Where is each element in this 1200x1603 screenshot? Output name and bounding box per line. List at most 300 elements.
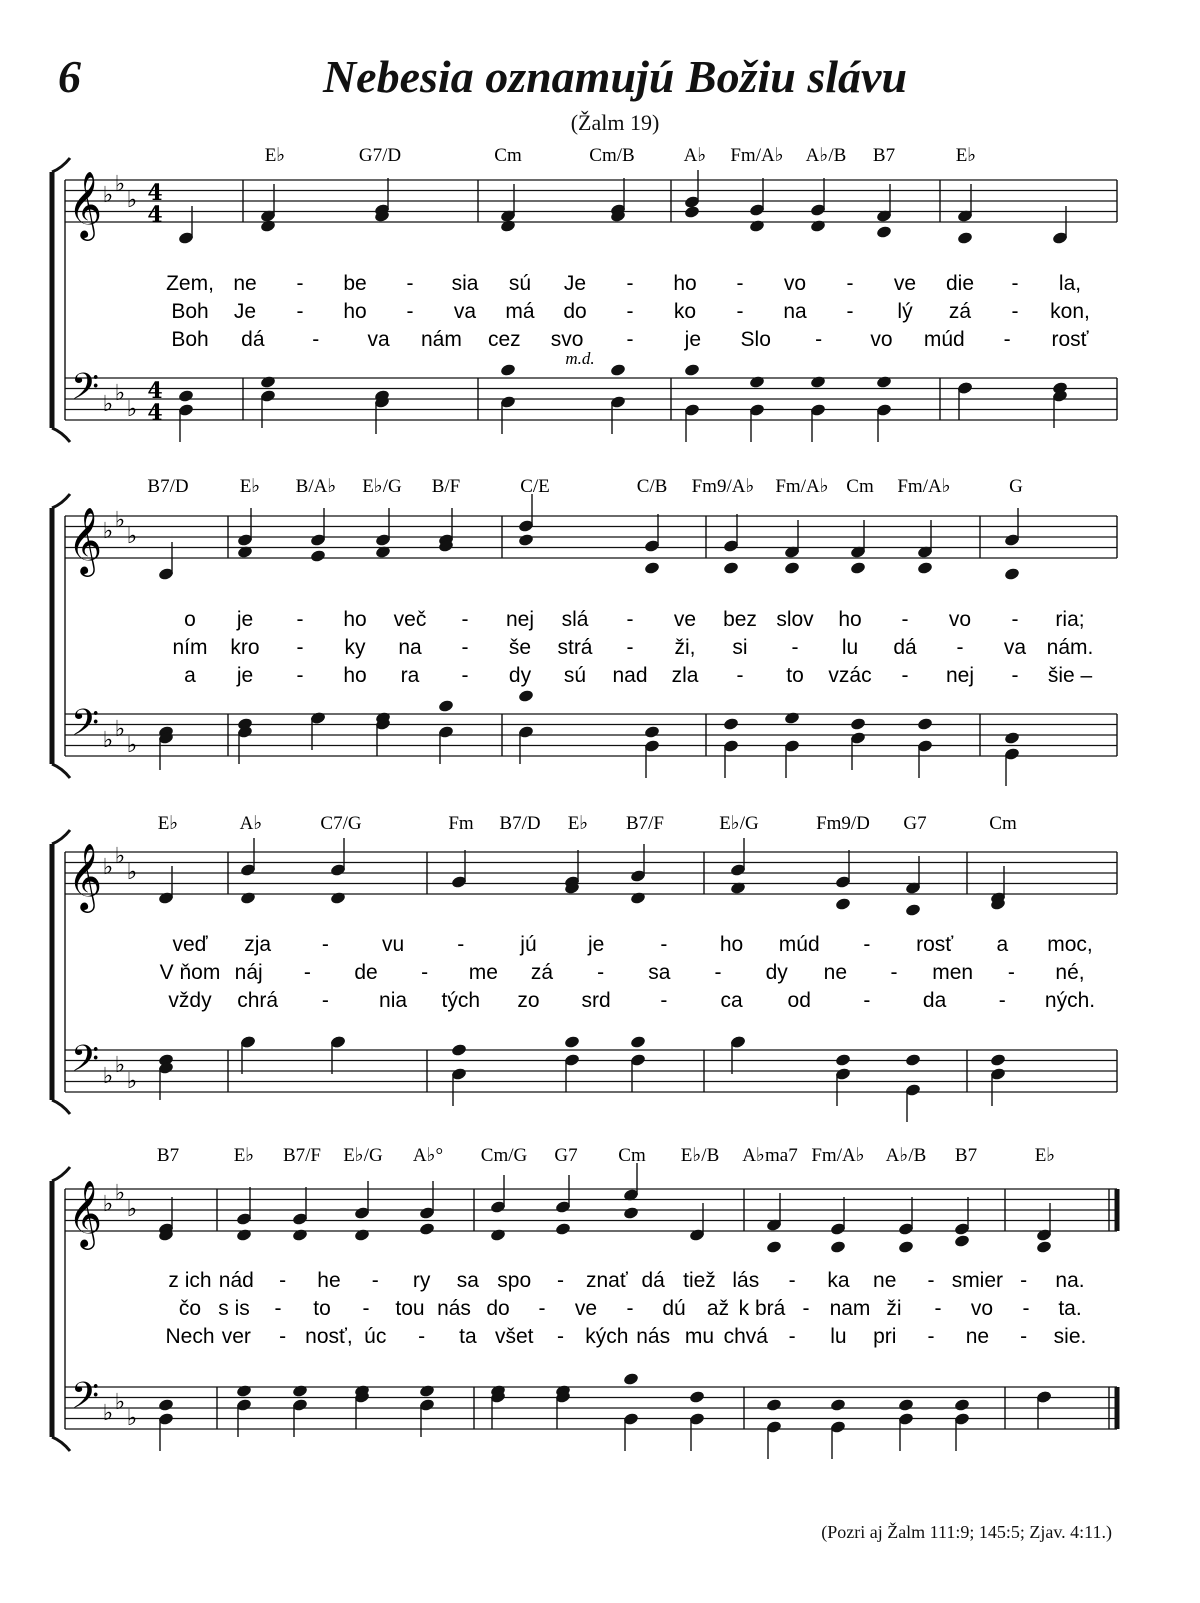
lyric-syllable: - xyxy=(557,1325,565,1348)
bass-note xyxy=(723,717,740,731)
chord-symbol: E♭/G xyxy=(343,1145,383,1166)
lyric-syllable: až xyxy=(706,1297,730,1320)
lyric-syllable: - xyxy=(461,664,469,687)
bass-note xyxy=(623,1372,640,1386)
bass-note xyxy=(178,389,195,403)
treble-note xyxy=(876,225,893,239)
lyric-syllable: sú xyxy=(563,664,587,687)
bass-note xyxy=(644,725,661,739)
flat-sign: ♭ xyxy=(102,183,114,208)
lyric-syllable: - xyxy=(1007,961,1015,984)
chord-symbol: G7/D xyxy=(358,145,402,166)
lyric-syllable: - xyxy=(279,1325,287,1348)
chord-symbol: B7 xyxy=(872,145,896,166)
lyric-syllable: - xyxy=(557,1269,565,1292)
lyric-syllable: - xyxy=(312,328,320,351)
chord-symbol: Fm xyxy=(448,813,474,834)
treble-note xyxy=(850,561,867,575)
bass-note xyxy=(835,1053,852,1067)
treble-note xyxy=(490,1228,507,1242)
lyric-syllable: smier xyxy=(951,1269,1004,1292)
chord-symbol: B7 xyxy=(954,1145,978,1166)
lyric-syllable: lu xyxy=(830,1325,847,1348)
bass-note xyxy=(158,1398,175,1412)
lyric-syllable: - xyxy=(1011,300,1019,323)
chord-symbol: C/E xyxy=(520,476,550,497)
lyric-syllable: sa xyxy=(456,1269,479,1292)
chord-symbol: B7 xyxy=(156,1145,180,1166)
flat-sign: ♭ xyxy=(126,1406,138,1431)
lyric-syllable: - xyxy=(296,636,304,659)
lyric-syllable: svo xyxy=(550,328,584,351)
time-signature-bottom: 4 xyxy=(147,400,163,426)
lyric-syllable: - xyxy=(736,272,744,295)
bass-clef: 𝄢 xyxy=(70,1038,100,1089)
treble-note xyxy=(684,205,701,219)
lyric-syllable: znať xyxy=(585,1269,628,1292)
treble-note xyxy=(260,219,277,233)
chord-symbol: Cm xyxy=(989,813,1017,834)
chord-symbol: A♭ xyxy=(683,145,707,166)
lyric-syllable: pri xyxy=(873,1325,897,1348)
lyric-syllable: - xyxy=(927,1325,935,1348)
lyric-syllable: - xyxy=(321,933,329,956)
lyric-syllable: - xyxy=(1011,664,1019,687)
lyric-syllable: Slo xyxy=(740,328,771,351)
song-title: Nebesia oznamujú Božiu slávu xyxy=(322,51,908,102)
flat-sign: ♭ xyxy=(126,188,138,213)
lyric-syllable: ka xyxy=(827,1269,850,1292)
bass-note xyxy=(518,689,535,703)
scripture-reference: (Pozri aj Žalm 111:9; 145:5; Zjav. 4:11.) xyxy=(821,1522,1112,1542)
lyric-syllable: - xyxy=(660,989,668,1012)
chord-symbol: E♭ xyxy=(567,813,589,834)
lyric-syllable: - xyxy=(788,1269,796,1292)
flat-sign: ♭ xyxy=(114,172,126,197)
treble-note xyxy=(240,891,257,905)
lyric-syllable: - xyxy=(1020,1269,1028,1292)
lyric-syllable: še xyxy=(508,636,532,659)
lyric-syllable: - xyxy=(296,272,304,295)
lyric-syllable: je xyxy=(236,664,254,687)
lyric-syllable: - xyxy=(296,664,304,687)
chord-symbol: E♭ xyxy=(264,145,286,166)
lyric-syllable: veď xyxy=(172,933,208,956)
lyric-syllable: - xyxy=(362,1297,370,1320)
bass-note xyxy=(292,1384,309,1398)
chord-symbol: Cm xyxy=(618,1145,646,1166)
bass-clef: 𝄢 xyxy=(70,1375,100,1426)
lyric-syllable: vo xyxy=(870,328,893,351)
lyric-syllable: o xyxy=(184,608,196,631)
lyric-syllable: slá xyxy=(561,608,589,631)
lyric-syllable: nám xyxy=(420,328,462,351)
lyric-syllable: - xyxy=(815,328,823,351)
treble-note xyxy=(1036,1240,1053,1254)
chord-symbol: E♭ xyxy=(1034,1145,1056,1166)
lyric-syllable: ve xyxy=(893,272,917,295)
flat-sign: ♭ xyxy=(102,855,114,880)
lyric-syllable: be xyxy=(343,272,367,295)
bass-note xyxy=(260,375,277,389)
lyric-syllable: Boh xyxy=(171,300,209,323)
lyric-syllable: všet xyxy=(494,1325,534,1348)
lyric-syllable: - xyxy=(863,989,871,1012)
lyric-syllable: cez xyxy=(487,328,521,351)
treble-note xyxy=(784,561,801,575)
lyric-syllable: nás xyxy=(437,1297,471,1320)
lyric-syllable: to xyxy=(313,1297,331,1320)
bracket-bottom xyxy=(52,1437,70,1451)
lyric-syllable: me xyxy=(468,961,498,984)
flat-sign: ♭ xyxy=(114,508,126,533)
chord-symbol: Fm/A♭ xyxy=(730,145,784,166)
lyric-syllable: - xyxy=(714,961,722,984)
lyric-syllable: lu xyxy=(841,636,859,659)
lyric-syllable: do xyxy=(563,300,587,323)
lyric-syllable: ra xyxy=(400,664,420,687)
lyric-syllable: mu xyxy=(684,1325,715,1348)
bass-note xyxy=(419,1384,436,1398)
lyric-syllable: je xyxy=(684,328,702,351)
flat-sign: ♭ xyxy=(102,1401,114,1426)
chord-symbol: E♭/G xyxy=(362,476,402,497)
chord-symbol: Cm/B xyxy=(589,145,635,166)
treble-note xyxy=(905,903,922,917)
lyric-syllable: ry xyxy=(412,1269,431,1292)
treble-note xyxy=(830,1240,847,1254)
chord-symbol: Cm xyxy=(494,145,522,166)
lyric-syllable: vo xyxy=(783,272,807,295)
lyric-syllable: ne xyxy=(233,272,257,295)
lyric-syllable: sia xyxy=(451,272,479,295)
lyric-syllable: je xyxy=(236,608,254,631)
lyric-syllable: zá xyxy=(530,961,554,984)
lyric-syllable: la, xyxy=(1058,272,1082,295)
lyric-syllable: - xyxy=(863,933,871,956)
bass-note xyxy=(917,717,934,731)
bass-note xyxy=(876,375,893,389)
treble-note xyxy=(330,891,347,905)
lyric-syllable: nej xyxy=(945,664,975,687)
bracket-bottom xyxy=(52,764,70,778)
lyric-syllable: jú xyxy=(520,933,537,956)
treble-note xyxy=(723,561,740,575)
treble-note xyxy=(898,1240,915,1254)
lyric-syllable: - xyxy=(788,1325,796,1348)
lyric-syllable: Je xyxy=(233,300,257,323)
lyric-syllable: ho xyxy=(343,608,367,631)
lyric-syllable: ko xyxy=(673,300,697,323)
chord-symbol: B7/D xyxy=(499,813,541,834)
lyric-syllable: zá xyxy=(948,300,972,323)
treble-note xyxy=(644,561,661,575)
bass-note xyxy=(451,1043,468,1057)
chord-symbol: E♭ xyxy=(157,813,179,834)
lyric-syllable: ži xyxy=(886,1297,902,1320)
lyric-syllable: bez xyxy=(723,608,757,631)
lyric-syllable: tou xyxy=(395,1297,425,1320)
treble-note xyxy=(555,1222,572,1236)
lyric-syllable: da xyxy=(922,989,947,1012)
chord-symbol: A♭° xyxy=(412,1145,444,1166)
lyric-syllable: ne xyxy=(823,961,848,984)
lyric-syllable: de xyxy=(354,961,378,984)
lyric-syllable: dy xyxy=(508,664,532,687)
lyric-syllable: he xyxy=(317,1269,341,1292)
lyric-syllable: ria; xyxy=(1055,608,1085,631)
bass-note xyxy=(784,711,801,725)
lyric-syllable: sie. xyxy=(1053,1325,1087,1348)
lyric-syllable: si xyxy=(732,636,748,659)
lyric-syllable: lý xyxy=(897,300,913,323)
flat-sign: ♭ xyxy=(126,397,138,422)
bass-note xyxy=(850,717,867,731)
treble-note xyxy=(518,533,535,547)
lyric-syllable: - xyxy=(998,989,1006,1012)
song-subtitle: (Žalm 19) xyxy=(570,110,660,135)
flat-sign: ♭ xyxy=(114,1390,126,1415)
lyric-syllable: a xyxy=(184,664,196,687)
bracket-bottom xyxy=(52,428,70,442)
lyric-syllable: - xyxy=(901,608,909,631)
chord-symbol: E♭/B xyxy=(680,1145,720,1166)
lyric-syllable: ho xyxy=(343,664,367,687)
time-signature-bottom: 4 xyxy=(147,202,163,228)
lyric-syllable: múd xyxy=(778,933,820,956)
chord-symbol: C7/G xyxy=(320,813,362,834)
chord-symbol: E♭/G xyxy=(719,813,759,834)
treble-note xyxy=(354,1228,371,1242)
flat-sign: ♭ xyxy=(114,381,126,406)
chord-symbol: A♭/B xyxy=(885,1145,927,1166)
flat-sign: ♭ xyxy=(114,717,126,742)
chord-symbol: Fm/A♭ xyxy=(811,1145,865,1166)
flat-sign: ♭ xyxy=(102,728,114,753)
lyric-syllable: dú xyxy=(662,1297,686,1320)
bass-note xyxy=(749,375,766,389)
lyric-syllable: - xyxy=(846,300,854,323)
lyric-syllable: né, xyxy=(1055,961,1085,984)
lyric-syllable: strá xyxy=(557,636,593,659)
lyric-syllable: - xyxy=(901,664,909,687)
lyric-syllable: lás xyxy=(732,1269,760,1292)
lyric-syllable: ver xyxy=(221,1325,251,1348)
lyric-syllable: - xyxy=(274,1297,282,1320)
lyric-syllable: dá xyxy=(241,328,265,351)
lyric-syllable: - xyxy=(303,961,311,984)
lyric-syllable: ca xyxy=(720,989,743,1012)
treble-note xyxy=(917,561,934,575)
flat-sign: ♭ xyxy=(126,733,138,758)
lyric-syllable: dy xyxy=(765,961,788,984)
lyric-syllable: ním xyxy=(172,636,208,659)
chord-symbol: Cm xyxy=(846,476,874,497)
lyric-syllable: - xyxy=(890,961,898,984)
lyric-syllable: V ňom xyxy=(159,961,221,984)
chord-symbol: B/A♭ xyxy=(295,476,337,497)
chord-symbol: Cm/G xyxy=(480,1145,528,1166)
lyric-syllable: - xyxy=(802,1297,810,1320)
lyric-syllable: - xyxy=(736,300,744,323)
lyric-syllable: náj xyxy=(234,961,263,984)
chord-symbol: Fm/A♭ xyxy=(897,476,951,497)
lyric-syllable: vždy xyxy=(168,989,212,1012)
lyric-syllable: - xyxy=(626,272,634,295)
lyric-syllable: - xyxy=(626,328,634,351)
lyric-syllable: chrá xyxy=(237,989,279,1012)
chord-symbol: E♭ xyxy=(233,1145,255,1166)
lyric-syllable: nosť, xyxy=(305,1325,353,1348)
lyric-syllable: va xyxy=(367,328,390,351)
lyric-syllable: več xyxy=(393,608,427,631)
chord-symbol: G7 xyxy=(554,1145,578,1166)
lyric-syllable: - xyxy=(1011,272,1019,295)
treble-note xyxy=(292,1228,309,1242)
lyric-syllable: vu xyxy=(381,933,405,956)
lyric-syllable: nás xyxy=(636,1325,671,1348)
chord-symbol: E♭ xyxy=(955,145,977,166)
lyric-syllable: ho xyxy=(719,933,744,956)
lyric-syllable: Zem, xyxy=(166,272,214,295)
lyric-syllable: chvá xyxy=(723,1325,768,1348)
flat-sign: ♭ xyxy=(102,519,114,544)
lyric-syllable: - xyxy=(1003,328,1011,351)
lyric-syllable: zla xyxy=(671,664,699,687)
flat-sign: ♭ xyxy=(126,1197,138,1222)
treble-note xyxy=(957,231,974,245)
bass-note xyxy=(766,1398,783,1412)
lyric-syllable: - xyxy=(279,1269,287,1292)
lyric-syllable: čo xyxy=(178,1297,202,1320)
lyric-syllable: - xyxy=(626,636,634,659)
chord-symbol: C/B xyxy=(636,476,668,497)
lyric-syllable: - xyxy=(406,272,414,295)
bass-note xyxy=(564,1035,581,1049)
flat-sign: ♭ xyxy=(126,1069,138,1094)
lyric-syllable: ných. xyxy=(1044,989,1096,1012)
bass-note xyxy=(689,1390,706,1404)
treble-clef: 𝄞 xyxy=(67,506,103,574)
lyric-syllable: zo xyxy=(517,989,540,1012)
chord-symbol: B7/D xyxy=(147,476,189,497)
lyric-syllable: ve xyxy=(574,1297,598,1320)
lyric-syllable: - xyxy=(626,608,634,631)
lyric-syllable: spo xyxy=(497,1269,532,1292)
lyric-syllable: úc xyxy=(364,1325,387,1348)
treble-clef: 𝄞 xyxy=(67,170,103,238)
lyric-syllable: to xyxy=(786,664,804,687)
lyric-syllable: kon, xyxy=(1050,300,1090,323)
bass-note xyxy=(438,699,455,713)
lyric-syllable: múd xyxy=(923,328,965,351)
treble-note xyxy=(835,897,852,911)
chord-symbol: G7 xyxy=(903,813,927,834)
lyric-syllable: rosť xyxy=(916,933,954,956)
lyric-syllable: z ich xyxy=(168,1269,212,1292)
bass-clef: 𝄢 xyxy=(70,366,100,417)
bass-note xyxy=(500,363,517,377)
lyric-syllable: k brá xyxy=(738,1297,786,1320)
chord-symbol: G xyxy=(1009,476,1023,497)
lyric-syllable: sú xyxy=(508,272,532,295)
lyric-syllable: kro xyxy=(230,636,260,659)
lyric-syllable: - xyxy=(457,933,465,956)
lyric-syllable: men xyxy=(932,961,974,984)
song-number: 6 xyxy=(58,51,81,102)
lyric-syllable: - xyxy=(791,636,799,659)
lyric-syllable: - xyxy=(597,961,605,984)
flat-sign: ♭ xyxy=(102,1064,114,1089)
lyric-syllable: a xyxy=(996,933,1009,956)
flat-sign: ♭ xyxy=(126,860,138,885)
bass-note xyxy=(610,363,627,377)
lyric-syllable: - xyxy=(406,300,414,323)
lyric-syllable: vzác xyxy=(828,664,872,687)
chord-symbol: B/F xyxy=(431,476,461,497)
lyric-syllable: sa xyxy=(648,961,671,984)
lyric-syllable: - xyxy=(1022,1297,1030,1320)
chord-symbol: A♭ xyxy=(239,813,263,834)
treble-note xyxy=(236,1228,253,1242)
lyric-syllable: Boh xyxy=(171,328,209,351)
lyric-syllable: - xyxy=(371,1269,379,1292)
flat-sign: ♭ xyxy=(102,1192,114,1217)
lyric-syllable: tých xyxy=(441,989,481,1012)
lyric-syllable: ži, xyxy=(674,636,696,659)
chord-symbol: A♭ma7 xyxy=(742,1145,798,1166)
bass-note xyxy=(830,1398,847,1412)
bass-note xyxy=(905,1053,922,1067)
bass-note xyxy=(990,1053,1007,1067)
chord-symbol: B7/F xyxy=(282,1145,322,1166)
lyric-syllable: slov xyxy=(776,608,814,631)
lyric-syllable: - xyxy=(461,608,469,631)
lyric-syllable: tiež xyxy=(683,1269,716,1292)
chord-symbol: Fm/A♭ xyxy=(775,476,829,497)
lyric-syllable: ho xyxy=(343,300,367,323)
flat-sign: ♭ xyxy=(102,392,114,417)
treble-note xyxy=(623,1206,640,1220)
lyric-syllable: srd xyxy=(581,989,611,1012)
lyric-syllable: va xyxy=(1003,636,1027,659)
lyric-syllable: - xyxy=(421,961,429,984)
lyric-syllable: má xyxy=(505,300,535,323)
bass-note xyxy=(684,363,701,377)
lyric-syllable: ve xyxy=(673,608,697,631)
lyric-syllable: nam xyxy=(829,1297,871,1320)
lyric-syllable: ne xyxy=(965,1325,990,1348)
lyric-syllable: ne xyxy=(873,1269,897,1292)
lyric-syllable: nej xyxy=(505,608,535,631)
lyric-syllable: vo xyxy=(970,1297,994,1320)
time-signature-top: 4 xyxy=(147,378,163,404)
treble-note xyxy=(310,549,327,563)
lyric-syllable: - xyxy=(927,1269,935,1292)
lyric-syllable: kých xyxy=(585,1325,629,1348)
lyric-syllable: ho xyxy=(838,608,862,631)
lyric-syllable: od xyxy=(787,989,811,1012)
performance-annotation: m.d. xyxy=(565,349,595,368)
bracket-bottom xyxy=(52,1100,70,1114)
lyric-syllable: - xyxy=(846,272,854,295)
treble-note xyxy=(419,1222,436,1236)
lyric-syllable: - xyxy=(736,664,744,687)
bass-note xyxy=(954,1398,971,1412)
bass-note xyxy=(810,375,827,389)
lyric-syllable: šie – xyxy=(1047,664,1093,687)
treble-note xyxy=(500,219,517,233)
